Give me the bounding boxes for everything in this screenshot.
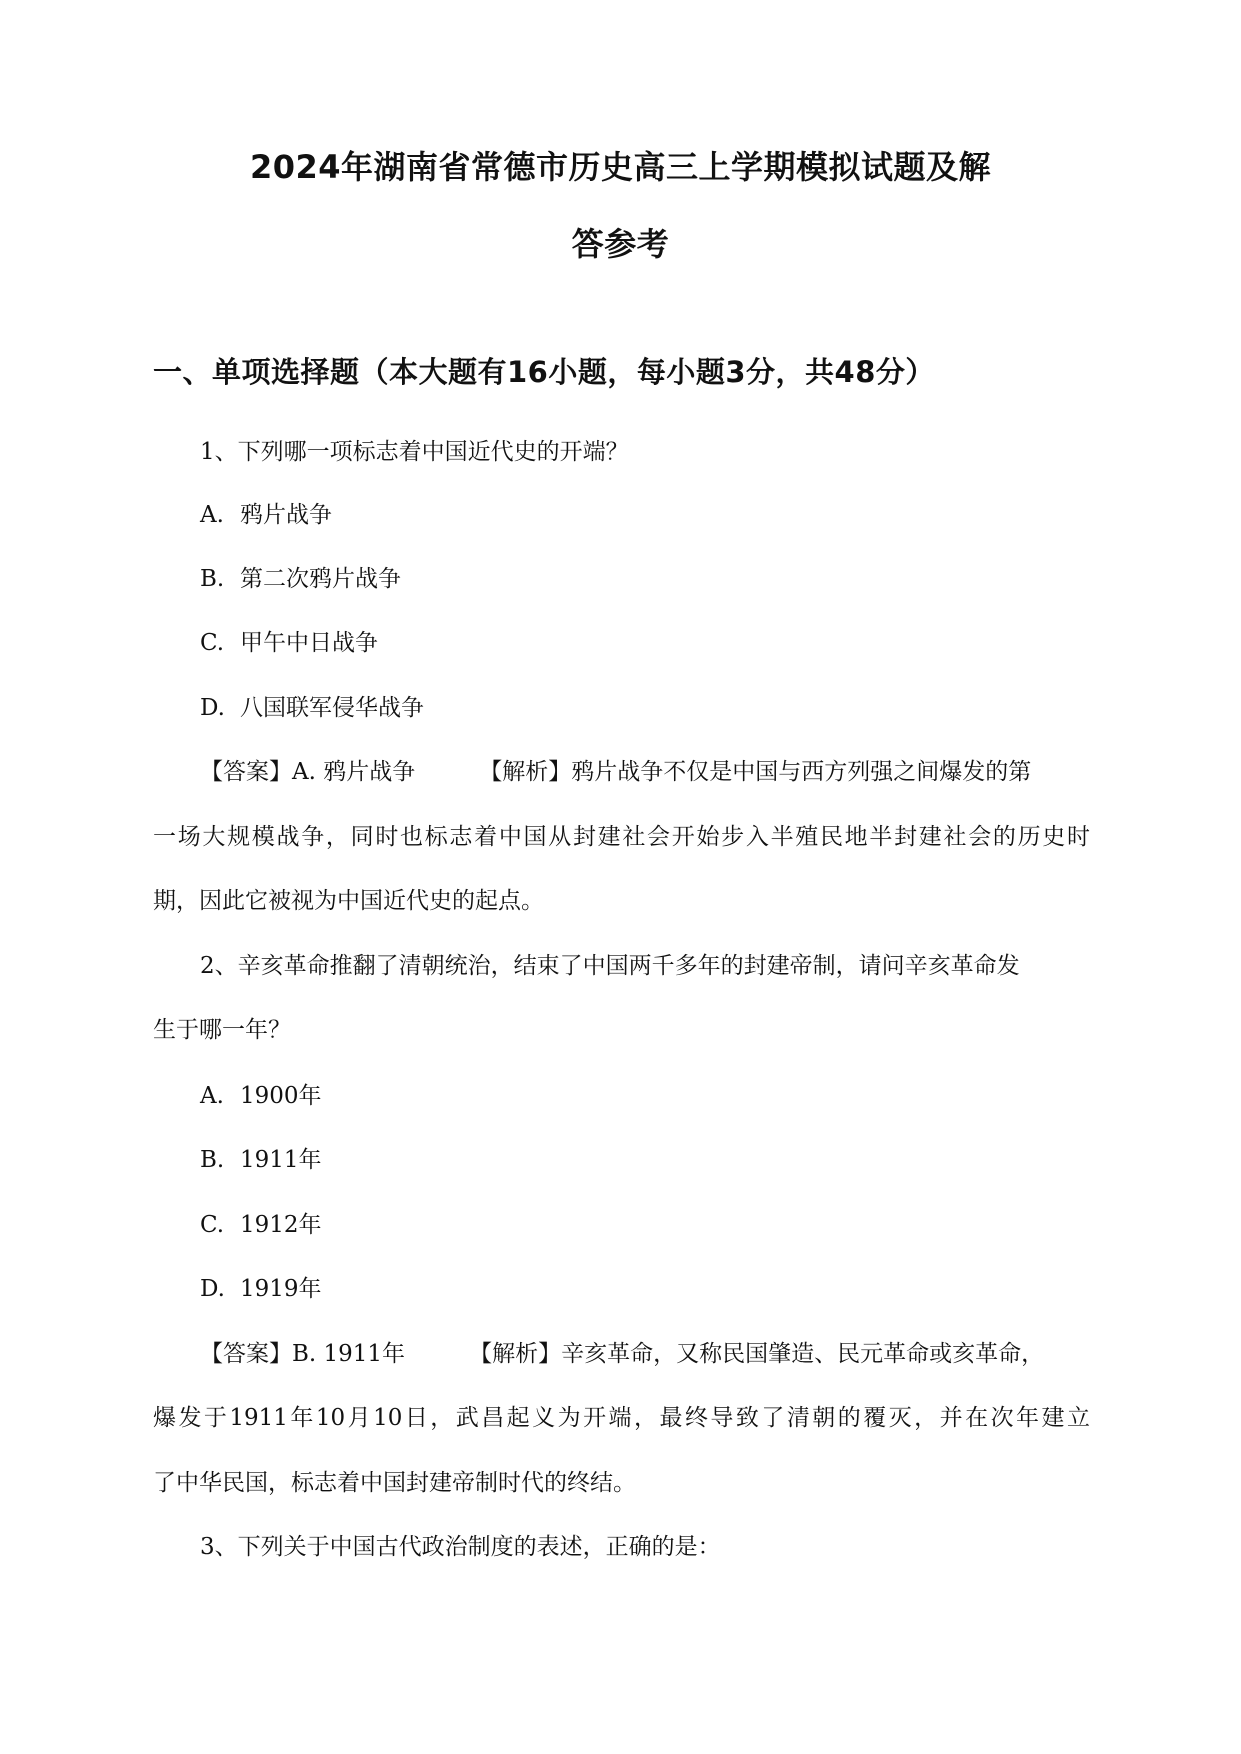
option-text: 鸦片战争 (240, 502, 332, 528)
question-1-option-d (200, 697, 424, 720)
document-title-line-1: 2024年湖南省常德市历史高三上学期模拟试题及解 (249, 148, 992, 186)
question-3-stem: 3、下列关于中国古代政治制度的表述，正确的是： (200, 1534, 721, 1560)
section-heading: 一、单项选择题（本大题有16小题，每小题3分，共48分） (153, 355, 935, 389)
option-letter: B. (200, 1147, 225, 1173)
answer-text: 【答案】A. 鸦片战争 (200, 759, 416, 785)
question-1-option-c (200, 632, 378, 655)
question-1-answer-line (200, 761, 1031, 784)
question-2-stem-line-2: 生于哪一年？ (153, 1017, 291, 1043)
question-1-option-a (200, 504, 332, 527)
option-text: 甲午中日战争 (240, 630, 378, 656)
answer-text: 【答案】B. 1911年 (200, 1341, 406, 1367)
question-1-analysis-line-2: 一场大规模战争，同时也标志着中国从封建社会开始步入半殖民地半封建社会的历史时 (153, 824, 1090, 850)
question-2-option-a (200, 1085, 322, 1108)
question-1-option-b (200, 568, 401, 591)
question-2-option-c (200, 1214, 322, 1237)
question-1-stem: 1、下列哪一项标志着中国近代史的开端？ (200, 439, 629, 465)
option-letter: D. (200, 1276, 225, 1302)
question-2-analysis-line-3: 了中华民国，标志着中国封建帝制时代的终结。 (153, 1470, 636, 1496)
document-title-line-2: 答参考 (571, 225, 670, 263)
analysis-text: 【解析】鸦片战争不仅是中国与西方列强之间爆发的第 (479, 759, 1032, 785)
option-letter: C. (200, 630, 225, 656)
option-text: 1912年 (240, 1212, 322, 1238)
question-1-analysis-line-3: 期，因此它被视为中国近代史的起点。 (153, 888, 544, 914)
option-letter: C. (200, 1212, 225, 1238)
question-2-option-d (200, 1278, 322, 1301)
question-2-analysis-line-2: 爆发于1911年10月10日，武昌起义为开端，最终导致了清朝的覆灭，并在次年建立 (153, 1405, 1090, 1431)
analysis-text: 【解析】辛亥革命，又称民国肇造、民元革命或亥革命， (469, 1341, 1045, 1367)
option-letter: A. (200, 1083, 224, 1109)
question-2-answer-line (200, 1343, 1044, 1366)
option-text: 1911年 (240, 1147, 322, 1173)
option-text: 八国联军侵华战争 (240, 695, 424, 721)
option-text: 第二次鸦片战争 (240, 566, 401, 592)
question-2-option-b (200, 1149, 322, 1172)
option-letter: B. (200, 566, 225, 592)
option-letter: A. (200, 502, 224, 528)
option-letter: D. (200, 695, 225, 721)
question-2-stem-line-1: 2、辛亥革命推翻了清朝统治，结束了中国两千多年的封建帝制，请问辛亥革命发 (200, 953, 1020, 979)
option-text: 1900年 (240, 1083, 322, 1109)
option-text: 1919年 (240, 1276, 322, 1302)
